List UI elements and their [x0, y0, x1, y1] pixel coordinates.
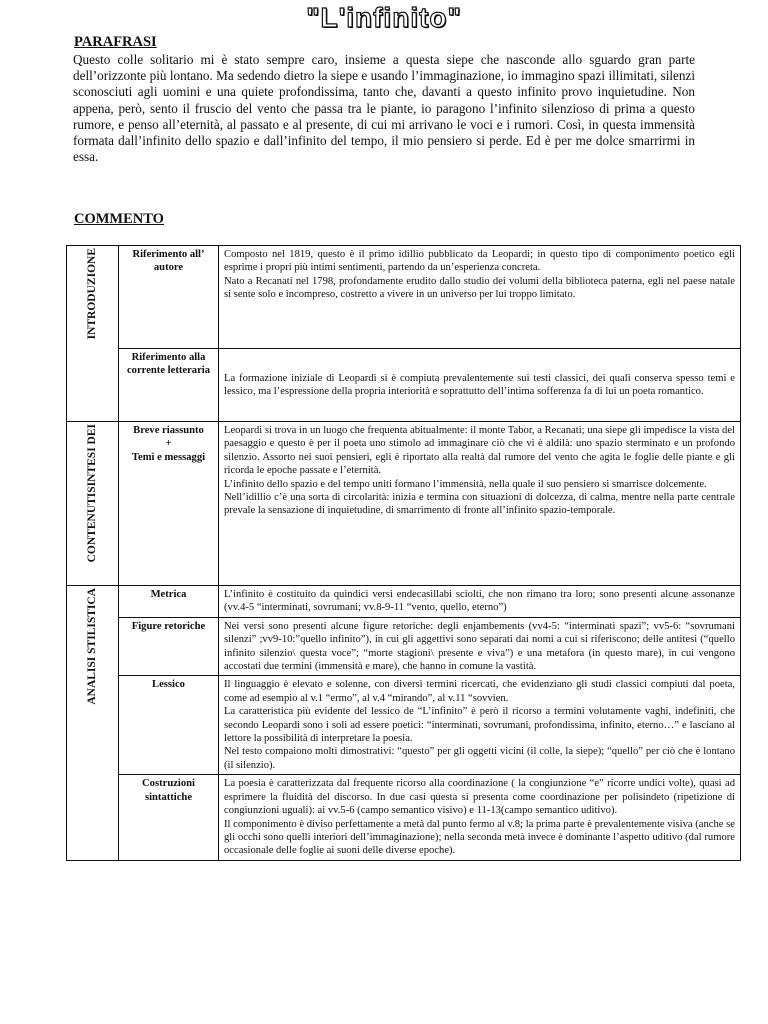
paragraph: La formazione iniziale di Leopardi si è compiuta prevalentemente sui testi classici, dei quali conserva spesso temi e lessico, ma l’espressione della propria interiorità e soprattutto dell’intima sofferenza fa di lui un poeta romantico. — [224, 372, 735, 397]
table-row — [67, 586, 741, 618]
paragraph: La poesia è caratterizzata dal frequente ricorso alla coordinazione ( la congiunzione “e” ricorre undici volte), quasi ad esprimere la fluidità del discorso. In due casi questa si presenta come coordinazione per polisindeto (ripetizione di congiunzioni uguali): ai vv.5-6 (campo semantico visivo) e 11-13(campo semantico uditivo). — [224, 778, 735, 817]
paragraph: Il linguaggio è elevato e solenne, con diversi termini ricercati, che evidenziano gli studi classici compiuti dal poeta, come ad esempio al v.1 “ermo”, al v.4 “mirando”, al v.11 “sovvien. — [224, 679, 735, 704]
section-contenuti — [67, 422, 119, 586]
row-content — [219, 775, 741, 860]
row-content — [219, 349, 741, 422]
row-label: Figure retoriche — [119, 617, 219, 676]
table-row — [67, 676, 741, 775]
commento-table — [66, 245, 741, 861]
paragraph: Nei versi sono presenti alcune figure retoriche: degli enjambements (vv4-5: “interminati spazi”; vv5-6: “sovrumani silenzi” ;vv9-10:”quello infinito”), in cui gli aggettivi sono separati dai nomi a cui si riferiscono; delle antitesi (“quello infinito silenzio\ questa voce”; “morte stagioni\ presente e viva”) e una metafora (in questo mare), in cui vengono accostati due termini (immensità e mare), che hanno in comune la vastità. — [224, 620, 735, 673]
paragraph: Composto nel 1819, questo è il primo idillio pubblicato da Leopardi; in questo tipo di componimento poetico egli esprime i propri più intimi sentimenti, partendo da un’esperienza concreta. — [224, 249, 735, 274]
row-label: Metrica — [119, 586, 219, 618]
label-line: Breve riassunto — [133, 425, 204, 436]
row-label: Lessico — [119, 676, 219, 775]
paragraph: Leopardi si trova in un luogo che frequenta abitualmente: il monte Tabor, a Recanati; una siepe gli impedisce la vista del paesaggio e questo è per il poeta uno stimolo ad immaginare ciò che vi è aldilà: uno spazio sterminato e un profondo silenzio. Assorto nei suoi pensieri, egli è riportato alla realtà dal rumore del vento che agita le foglie delle piante e gli ricorda le epoche passate e l’eternità. — [224, 425, 735, 477]
label-line: Temi e messaggi — [131, 451, 206, 463]
section-introduzione — [67, 246, 119, 422]
paragraph: L’infinito è costituito da quindici versi endecasillabi sciolti, che non rimano tra loro; sono presenti alcune assonanze (vv.4-5 “interminati, sovrumani; vv.8-9-11 “vento, quello, eterno”) — [224, 589, 735, 614]
table-row — [67, 349, 741, 422]
row-content — [219, 586, 741, 618]
row-content — [219, 617, 741, 676]
section-label: ANALISI STILISTICA — [85, 588, 98, 705]
table-row — [67, 422, 741, 586]
paragraph: Nato a Recanati nel 1798, profondamente erudito dallo studio dei volumi della biblioteca paterna, egli nel paese natale si sente solo e incompreso, costretto a vivere in un universo per lui troppo limitato. — [224, 275, 735, 301]
paragraph: Nel testo compaiono molti dimostrativi: “questo” per gli oggetti vicini (il colle, la siepe); “quello” per ciò che è lontano (il silenzio). — [224, 746, 735, 771]
table-row — [67, 246, 741, 349]
paragraph: La caratteristica più evidente del lessico de “L’infinito” è però il ricorso a termini volutamente vaghi, indefiniti, che secondo Leopardi sono i soli ad essere poetici: “interminati, sovrumani, profondissima, infinito, eterno…” e lasciano al lettore la possibilità di interpretare la poesia. — [224, 706, 735, 745]
commento-heading: COMMENTO — [74, 211, 164, 227]
row-label: Riferimento alla corrente letteraria — [119, 349, 219, 422]
parafrasi-text: Questo colle solitario mi è stato sempre caro, insieme a questa siepe che nasconde allo sguardo gran parte dell’orizzonte più lontano. Ma sedendo dietro la siepe e usando l’immaginazione, io immagino spazi illimitati, silenzi sconosciuti agli uomini e una quiete profondissima, tanto che, davanti a questo infinito provo inquietudine. Non appena, però, sento il fruscio del vento che passa tra le piante, io paragono l’infinito silenzioso di prima a questo rumore, e penso all’eternità, al passato e al presente, di cui mi arrivano le voci e i rumori. Così, in questa immensità formata dall’infinito dello spazio e dall’infinito del tempo, il mio pensiero si perde. Ed è per me dolce smarrirmi in essa. — [73, 52, 695, 165]
table-row — [67, 775, 741, 860]
document-title: "L'infinito" — [306, 2, 462, 33]
section-analisi — [67, 586, 119, 861]
row-label — [119, 422, 219, 586]
row-content — [219, 246, 741, 349]
parafrasi-heading: PARAFRASI — [74, 34, 157, 50]
row-label: Riferimento all’ autore — [119, 246, 219, 349]
paragraph: Nell’idillio c’è una sorta di circolarità: inizia e termina con situazioni di dolcezza, di calma, mentre nella parte centrale prevale la sensazione di inquietudine, di smarrimento di fronte all’infinito spazio-temporale. — [224, 492, 735, 517]
row-content — [219, 676, 741, 775]
section-label: CONTENUTISINTESI DEI — [85, 424, 98, 563]
row-content — [219, 422, 741, 586]
section-label: INTRODUZIONE — [85, 248, 98, 340]
label-line: + — [165, 438, 172, 450]
table-row — [67, 617, 741, 676]
paragraph: Il componimento è diviso perfettamente a metà dal punto fermo al v.8; la prima parte è prevalentemente visiva (anche se gli occhi sono quelli interiori dell’immaginazione); nella seconda metà invece è dominante l’aspetto uditivo (dal rumore occasionale delle foglie ai suoni delle diverse epoche). — [224, 818, 735, 857]
paragraph: L’infinito dello spazio e del tempo uniti formano l’immensità, nella quale il suo pensiero si smarrisce dolcemente. — [224, 478, 707, 490]
row-label: Costruzioni sintattiche — [119, 775, 219, 860]
